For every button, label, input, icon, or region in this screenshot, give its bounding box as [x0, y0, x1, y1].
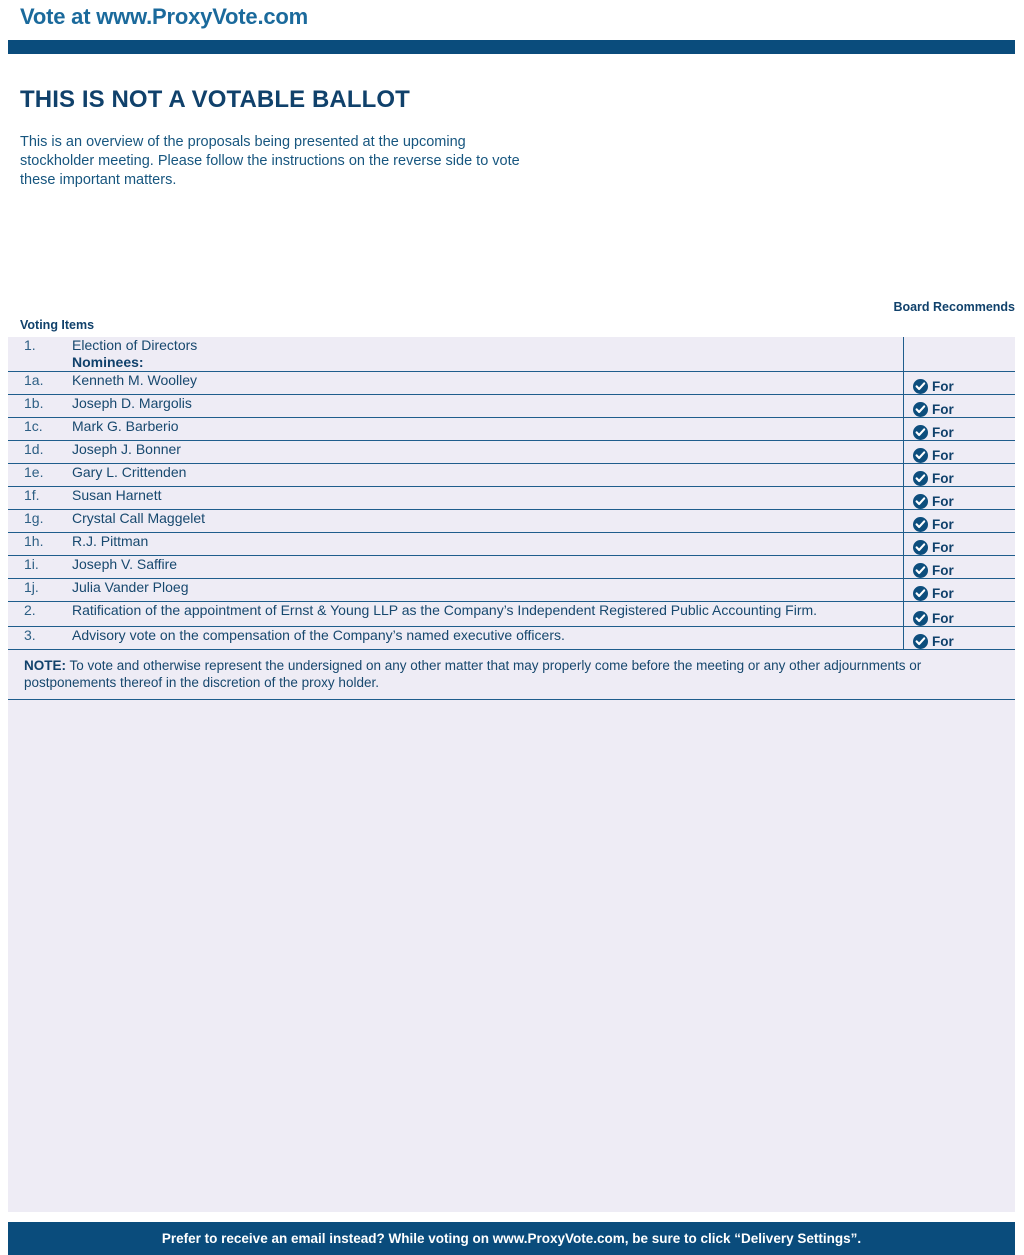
row-recommendation — [904, 354, 1016, 372]
voting-items-panel — [8, 337, 1015, 1212]
table-row — [8, 487, 1015, 510]
recommendation-label: For — [932, 379, 954, 394]
row-number: 1. — [24, 337, 36, 353]
recommendation-for — [913, 627, 1015, 649]
recommendation-label: For — [932, 471, 954, 486]
check-circle-icon — [913, 517, 928, 532]
nominees-label — [72, 354, 904, 372]
recommendation-label: For — [932, 563, 954, 578]
recommendation-label: For — [932, 540, 954, 555]
row-number: 1b. — [8, 395, 72, 418]
check-circle-icon — [913, 425, 928, 440]
row-number: 1d. — [8, 441, 72, 464]
row-recommendation — [904, 556, 1016, 579]
row-number: 1j. — [8, 579, 72, 602]
nominee-name: Julia Vander Ploeg — [72, 579, 904, 602]
row-recommendation — [904, 510, 1016, 533]
page-title: THIS IS NOT A VOTABLE BALLOT — [20, 86, 410, 113]
table-row — [8, 602, 1015, 627]
check-circle-icon — [913, 379, 928, 394]
header-divider-bar — [8, 40, 1015, 54]
row-recommendation — [904, 337, 1016, 354]
row-recommendation — [904, 441, 1016, 464]
table-row — [8, 441, 1015, 464]
intro-paragraph: This is an overview of the proposals being presented at the upcoming stockholder meeting. Please follow the instructions on the reverse side to vote these important matters. — [20, 134, 520, 188]
note-cell — [8, 650, 1015, 700]
recommendation-for — [913, 602, 1015, 626]
table-row — [8, 556, 1015, 579]
row-number: 1f. — [8, 487, 72, 510]
recommendation-for — [913, 556, 1015, 578]
recommendation-label: For — [932, 494, 954, 509]
table-row — [8, 510, 1015, 533]
table-row — [8, 533, 1015, 556]
voting-items-table — [8, 337, 1015, 700]
row-number: 1g. — [8, 510, 72, 533]
nominee-name: R.J. Pittman — [72, 533, 904, 556]
recommendation-for — [913, 579, 1015, 601]
row-number: 2. — [8, 602, 72, 627]
nominee-name: Gary L. Crittenden — [72, 464, 904, 487]
row-recommendation — [904, 579, 1016, 602]
row-recommendation — [904, 395, 1016, 418]
check-circle-icon — [913, 471, 928, 486]
note-row — [8, 650, 1015, 700]
note-text: To vote and otherwise represent the undersigned on any other matter that may properly come before the meeting or any other adjournments or postponements thereof in the discretion of the proxy holder. — [24, 658, 922, 690]
column-header-voting-items: Voting Items — [20, 318, 95, 332]
nominee-name: Crystal Call Maggelet — [72, 510, 904, 533]
proposal-text: Ratification of the appointment of Ernst & Young LLP as the Company’s Independent Registered Public Accounting Firm. — [72, 602, 904, 627]
row-recommendation — [904, 487, 1016, 510]
table-row — [8, 372, 1015, 395]
row-number — [8, 354, 72, 372]
check-circle-icon — [913, 402, 928, 417]
table-row — [8, 337, 1015, 354]
row-recommendation — [904, 602, 1016, 627]
row-number: 1c. — [8, 418, 72, 441]
recommendation-for — [913, 372, 1015, 394]
table-row — [8, 418, 1015, 441]
recommendation-label: For — [932, 425, 954, 440]
recommendation-for — [913, 418, 1015, 440]
nominees-label-text: Nominees: — [72, 354, 144, 370]
row-recommendation — [904, 627, 1016, 650]
recommendation-for — [913, 510, 1015, 532]
check-circle-icon — [913, 540, 928, 555]
check-circle-icon — [913, 586, 928, 601]
recommendation-label: For — [932, 517, 954, 532]
recommendation-for — [913, 395, 1015, 417]
row-recommendation — [904, 464, 1016, 487]
proxyvote-header-link[interactable]: Vote at www.ProxyVote.com — [20, 4, 308, 29]
recommendation-for — [913, 441, 1015, 463]
proposal-text: Advisory vote on the compensation of the Company’s named executive officers. — [72, 627, 904, 650]
table-row — [8, 395, 1015, 418]
check-circle-icon — [913, 448, 928, 463]
note-keyword: NOTE: — [24, 658, 66, 673]
table-row — [8, 627, 1015, 650]
recommendation-for — [913, 487, 1015, 509]
nominee-name: Susan Harnett — [72, 487, 904, 510]
row-label: Election of Directors — [72, 337, 198, 353]
table-row — [8, 464, 1015, 487]
recommendation-label: For — [932, 448, 954, 463]
nominee-name: Joseph V. Saffire — [72, 556, 904, 579]
recommendation-for — [913, 533, 1015, 555]
recommendation-label: For — [932, 586, 954, 601]
check-circle-icon — [913, 563, 928, 578]
voting-items-tbody — [8, 337, 1015, 700]
row-recommendation — [904, 372, 1016, 395]
recommendation-label: For — [932, 402, 954, 417]
nominee-name: Joseph D. Margolis — [72, 395, 904, 418]
check-circle-icon — [913, 494, 928, 509]
recommendation-for — [913, 464, 1015, 486]
row-number: 1h. — [8, 533, 72, 556]
table-row — [8, 354, 1015, 372]
nominee-name: Mark G. Barberio — [72, 418, 904, 441]
row-number: 1a. — [8, 372, 72, 395]
row-recommendation — [904, 418, 1016, 441]
row-recommendation — [904, 533, 1016, 556]
column-header-board-recommends: Board Recommends — [893, 300, 1015, 314]
nominee-name: Kenneth M. Woolley — [72, 372, 904, 395]
table-row — [8, 579, 1015, 602]
nominee-name: Joseph J. Bonner — [72, 441, 904, 464]
footer-bar — [8, 1222, 1015, 1255]
row-number: 1i. — [8, 556, 72, 579]
row-number: 1e. — [8, 464, 72, 487]
check-circle-icon — [913, 611, 928, 626]
check-circle-icon — [913, 634, 928, 649]
recommendation-label: For — [932, 611, 954, 626]
footer-message: Prefer to receive an email instead? While voting on www.ProxyVote.com, be sure to click “Delivery Settings”. — [161, 1231, 862, 1246]
row-number: 3. — [8, 627, 72, 650]
recommendation-label: For — [932, 634, 954, 649]
